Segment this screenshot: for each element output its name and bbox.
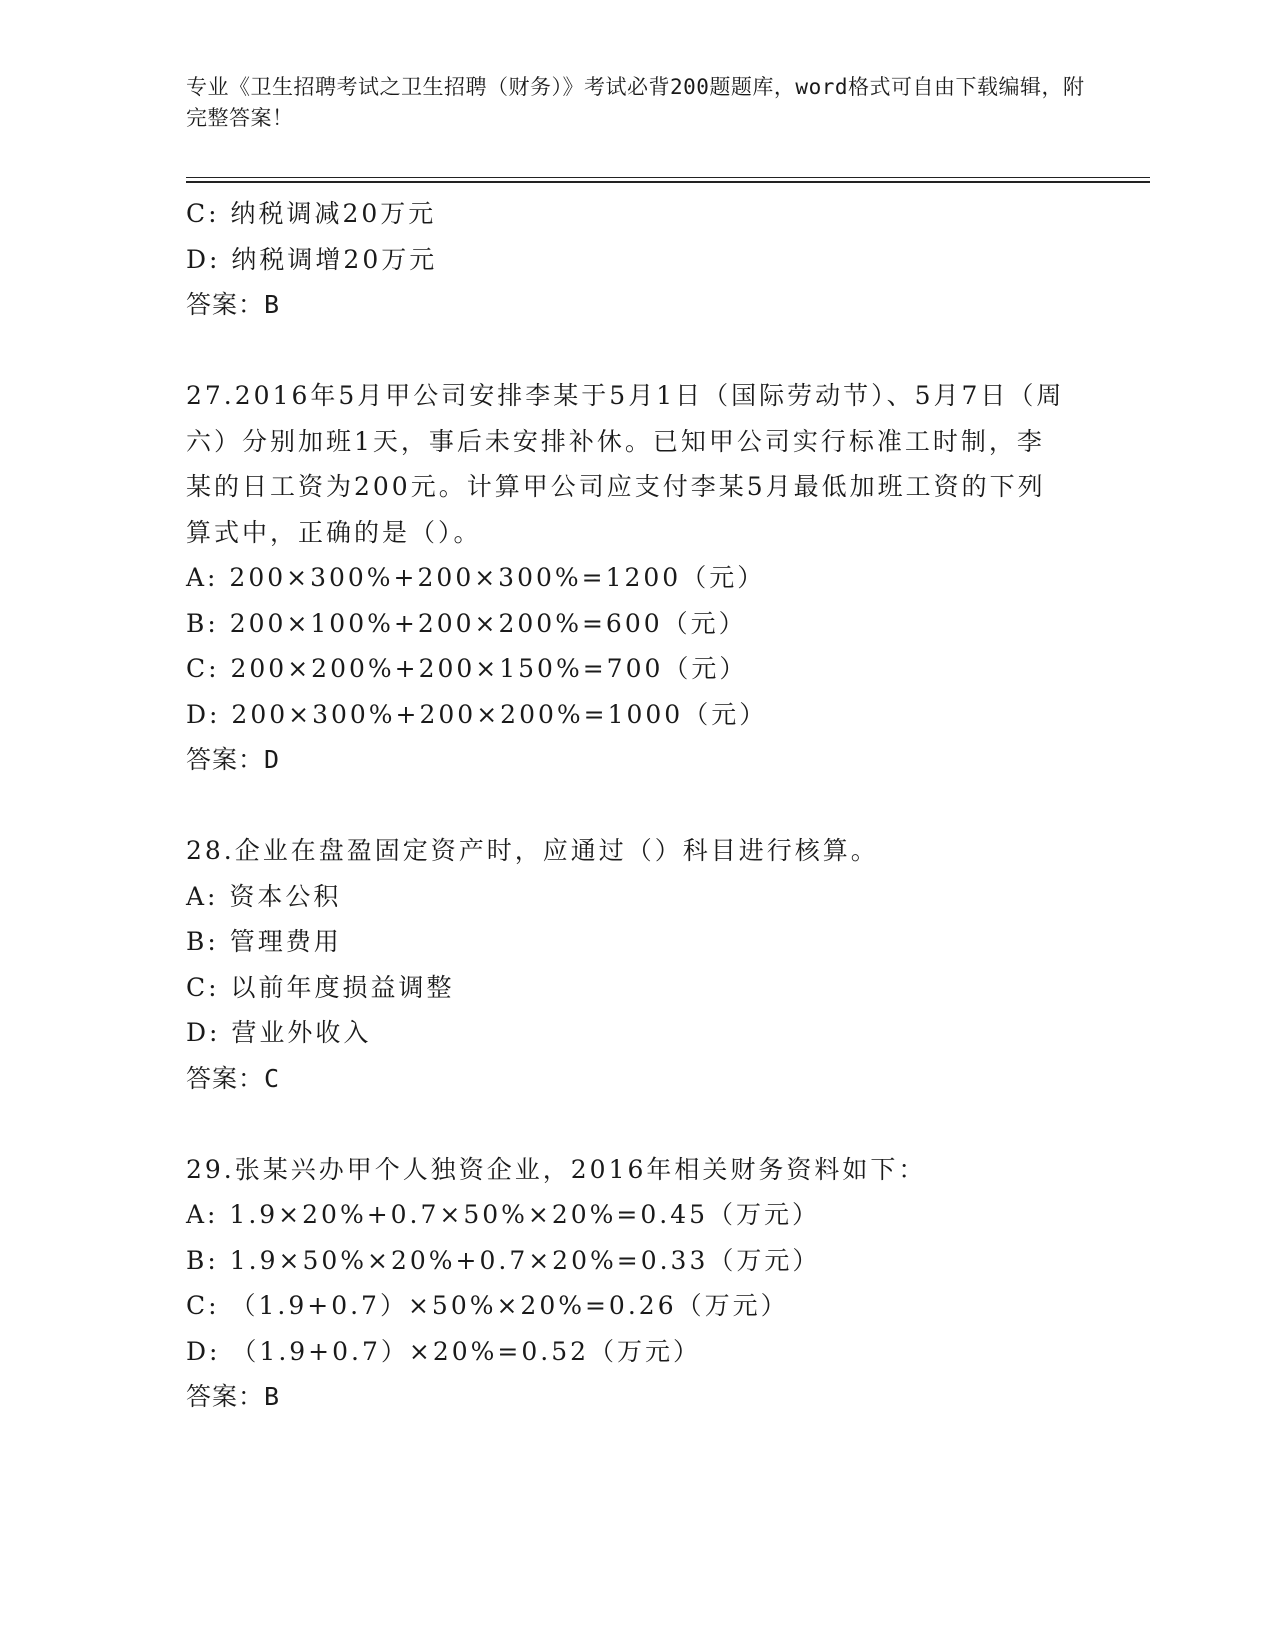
option-a: A: 1.9×20%+0.7×50%×20%=0.45（万元） — [186, 1200, 821, 1229]
answer-line: 答案：D — [186, 745, 281, 774]
question-stem: 27.2016年5月甲公司安排李某于5月1日（国际劳动节）、5月7日（周六）分别加班1天，事后未安排补休。已知甲公司实行标准工时制，李某的日工资为200元。计算甲公司应支付李某5月最低加班工资的下列算式中，正确的是（）。 — [186, 381, 1065, 547]
option-c: C: 纳税调减20万元 — [186, 199, 437, 228]
option-c: C: 200×200%+200×150%=700（元） — [186, 654, 748, 683]
option-b: B: 管理费用 — [186, 927, 342, 956]
question-stem: 29.张某兴办甲个人独资企业，2016年相关财务资料如下： — [186, 1154, 927, 1184]
header-divider-thin — [186, 177, 1150, 178]
question-content — [186, 191, 1086, 1420]
answer-line: 答案：B — [186, 290, 281, 319]
option-d: D: 200×300%+200×200%=1000（元） — [186, 699, 768, 729]
spacer — [186, 1101, 1086, 1147]
option-a: A: 200×300%+200×300%=1200（元） — [186, 563, 766, 592]
answer-line: 答案：C — [186, 1063, 281, 1093]
option-b: B: 200×100%+200×200%=600（元） — [186, 608, 747, 638]
option-b: B: 1.9×50%×20%+0.7×20%=0.33（万元） — [186, 1245, 821, 1275]
document-header: 专业《卫生招聘考试之卫生招聘（财务）》考试必背200题题库，word格式可自由下载编辑，附完整答案！ — [186, 75, 1085, 130]
option-c: C: 以前年度损益调整 — [186, 972, 455, 1002]
option-d: D: （1.9+0.7）×20%=0.52（万元） — [186, 1336, 702, 1366]
spacer — [186, 783, 1086, 829]
question-stem: 28.企业在盘盈固定资产时，应通过（）科目进行核算。 — [186, 836, 879, 865]
option-d: D: 纳税调增20万元 — [186, 244, 438, 274]
answer-line: 答案：B — [186, 1382, 281, 1411]
spacer — [186, 328, 1086, 374]
header-divider-thick — [186, 181, 1150, 183]
option-a: A: 资本公积 — [186, 881, 342, 911]
option-c: C: （1.9+0.7）×50%×20%=0.26（万元） — [186, 1291, 789, 1320]
option-d: D: 营业外收入 — [186, 1018, 372, 1047]
